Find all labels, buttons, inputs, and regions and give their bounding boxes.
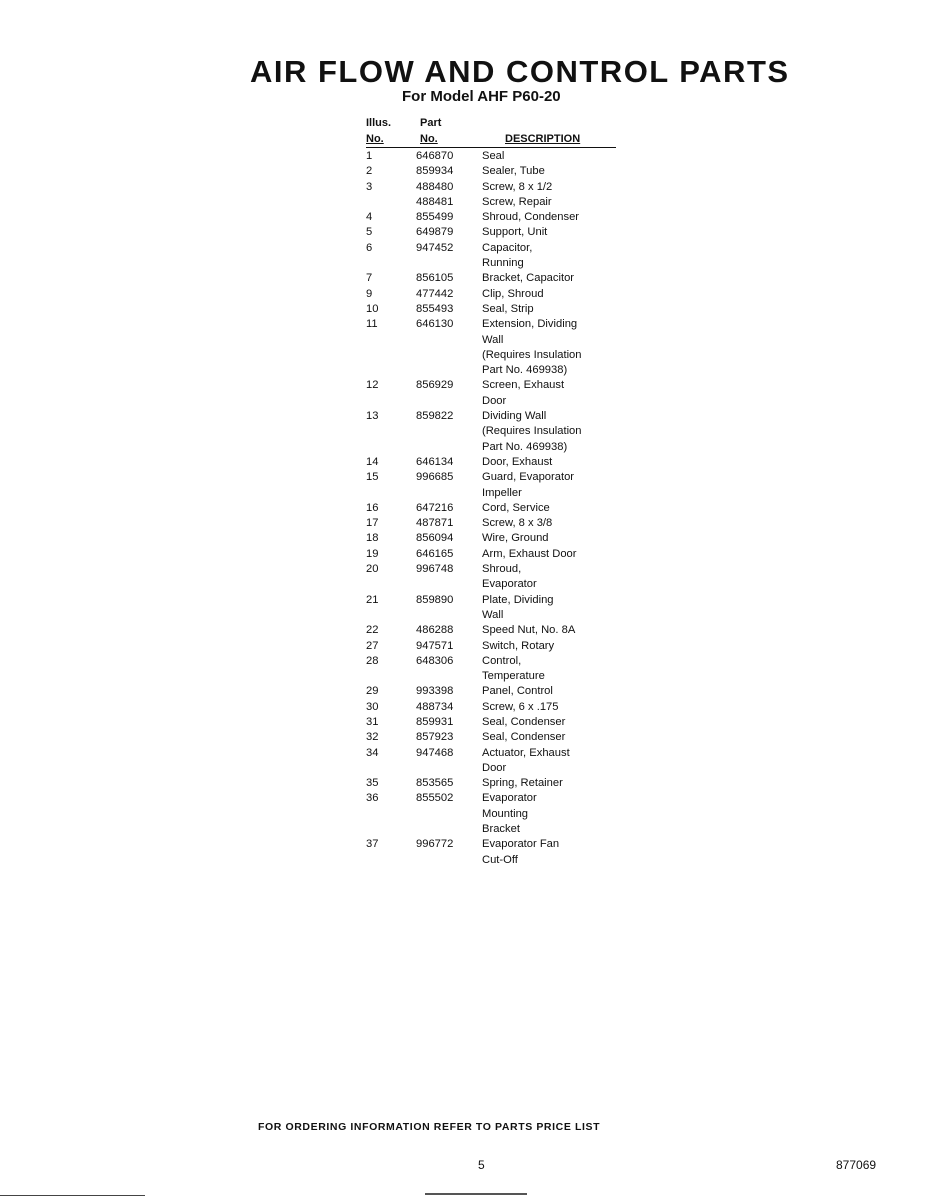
- part-description: [482, 409, 626, 455]
- part-number: 853565: [416, 777, 454, 790]
- description-line: Cord, Service: [482, 501, 550, 514]
- description-line: Bracket, Capacitor: [482, 272, 575, 285]
- part-description: [482, 837, 626, 868]
- part-description: [482, 470, 626, 501]
- part-row: [366, 547, 626, 562]
- part-description: [482, 164, 626, 179]
- part-description: [482, 180, 626, 195]
- description-line: Speed Nut, No. 8A: [482, 624, 576, 637]
- illus-number: 15: [366, 471, 379, 484]
- part-row: [366, 164, 626, 179]
- part-description: [482, 149, 626, 164]
- header-part-line1: Part: [420, 117, 442, 129]
- part-description: [482, 730, 626, 745]
- description-line: Part No. 469938): [482, 440, 568, 453]
- part-number: 648306: [416, 654, 454, 667]
- part-number: 646134: [416, 455, 454, 468]
- description-line: Mounting: [482, 807, 529, 820]
- part-number: 855499: [416, 211, 454, 224]
- part-description: [482, 287, 626, 302]
- part-number: 947571: [416, 639, 454, 652]
- description-line: Wall: [482, 608, 504, 621]
- part-row: [366, 501, 626, 516]
- description-line: Cut-Off: [482, 853, 518, 866]
- illus-number: 30: [366, 700, 379, 713]
- part-number: 857923: [416, 731, 454, 744]
- illus-number: 19: [366, 547, 379, 560]
- header-divider: [366, 147, 616, 148]
- part-row: [366, 623, 626, 638]
- part-description: [482, 195, 626, 210]
- part-row: [366, 837, 626, 868]
- part-description: [482, 378, 626, 409]
- part-row: [366, 149, 626, 164]
- part-description: [482, 455, 626, 470]
- header-illus-line1: Illus.: [366, 117, 392, 129]
- description-line: Shroud,: [482, 563, 522, 576]
- description-line: Wire, Ground: [482, 532, 549, 545]
- part-row: [366, 730, 626, 745]
- part-number: 859822: [416, 410, 454, 423]
- description-line: Bracket: [482, 823, 520, 836]
- illus-number: [366, 195, 416, 210]
- part-description: [482, 684, 626, 699]
- page-title: AIR FLOW AND CONTROL PARTS: [250, 54, 790, 89]
- illus-number: 12: [366, 379, 379, 392]
- part-number: 647216: [416, 501, 454, 514]
- header-part-line2: No.: [420, 133, 438, 145]
- part-number: 856105: [416, 272, 454, 285]
- illus-number: 11: [366, 318, 378, 331]
- part-row: [366, 654, 626, 685]
- illus-number: 27: [366, 639, 379, 652]
- description-line: Screw, Repair: [482, 195, 552, 208]
- part-row: [366, 287, 626, 302]
- description-line: Part No. 469938): [482, 364, 568, 377]
- part-number: 487871: [416, 517, 454, 530]
- part-number: 859934: [416, 165, 454, 178]
- part-number: 477442: [416, 287, 454, 300]
- part-description: [482, 593, 626, 624]
- description-line: Door, Exhaust: [482, 455, 553, 468]
- part-description: [482, 654, 626, 685]
- scan-edge-mark: [425, 1193, 527, 1195]
- part-description: [482, 715, 626, 730]
- illus-number: 4: [366, 211, 373, 224]
- part-row: [366, 241, 626, 272]
- part-row: [366, 302, 626, 317]
- illus-number: 9: [366, 287, 373, 300]
- description-line: Seal, Condenser: [482, 731, 566, 744]
- part-description: [482, 746, 626, 777]
- part-row: [366, 455, 626, 470]
- illus-number: 29: [366, 685, 379, 698]
- description-line: Evaporator: [482, 792, 537, 805]
- part-description: [482, 623, 626, 638]
- part-row: [366, 700, 626, 715]
- illus-number: 6: [366, 241, 373, 254]
- part-description: [482, 531, 626, 546]
- description-line: Screw, 6 x .175: [482, 700, 559, 713]
- illus-number: 13: [366, 410, 379, 423]
- part-number: 996748: [416, 563, 454, 576]
- part-number: 646870: [416, 150, 454, 162]
- illus-number: 21: [366, 593, 379, 606]
- description-line: Impeller: [482, 486, 522, 499]
- part-number: 488480: [416, 180, 454, 193]
- description-line: Clip, Shroud: [482, 287, 544, 300]
- header-illus-no: [366, 115, 391, 147]
- illus-number: 10: [366, 302, 379, 315]
- part-number: 488734: [416, 700, 454, 713]
- description-line: Extension, Dividing: [482, 318, 578, 331]
- description-line: Guard, Evaporator: [482, 471, 575, 484]
- description-line: Spring, Retainer: [482, 777, 563, 790]
- description-line: Capacitor,: [482, 241, 533, 254]
- part-description: [482, 791, 626, 837]
- part-number: 856929: [416, 379, 454, 392]
- part-number: 947468: [416, 746, 454, 759]
- part-description: [482, 225, 626, 240]
- part-description: [482, 241, 626, 272]
- illus-number: 2: [366, 165, 373, 178]
- illus-number: 1: [366, 150, 373, 162]
- part-row: [366, 470, 626, 501]
- part-row: [366, 593, 626, 624]
- part-description: [482, 210, 626, 225]
- part-row: [366, 684, 626, 699]
- description-line: Actuator, Exhaust: [482, 746, 570, 759]
- description-line: Dividing Wall: [482, 410, 547, 423]
- illus-number: 22: [366, 624, 379, 637]
- description-line: Seal: [482, 150, 505, 162]
- part-description: [482, 547, 626, 562]
- part-description: [482, 639, 626, 654]
- part-number: 856094: [416, 532, 454, 545]
- ordering-note: FOR ORDERING INFORMATION REFER TO PARTS PRICE LIST: [258, 1121, 601, 1133]
- part-number: 855493: [416, 302, 454, 315]
- header-description: DESCRIPTION: [505, 133, 581, 145]
- description-line: Door: [482, 761, 507, 774]
- illus-number: 7: [366, 272, 373, 285]
- illus-number: 5: [366, 226, 373, 239]
- description-line: Support, Unit: [482, 226, 548, 239]
- part-row: [366, 180, 626, 195]
- part-number: 646130: [416, 318, 454, 331]
- part-description: [482, 562, 626, 593]
- illus-number: 3: [366, 180, 373, 193]
- part-description: [482, 302, 626, 317]
- description-line: Screen, Exhaust: [482, 379, 565, 392]
- part-number: 855502: [416, 792, 454, 805]
- part-row: [366, 639, 626, 654]
- part-description: [482, 776, 626, 791]
- description-line: Screw, 8 x 1/2: [482, 180, 553, 193]
- description-line: Door: [482, 394, 507, 407]
- scan-edge-line: [0, 1195, 145, 1196]
- part-row: [366, 225, 626, 240]
- description-line: Seal, Condenser: [482, 715, 566, 728]
- illus-number: 32: [366, 731, 379, 744]
- part-number: 996772: [416, 838, 454, 851]
- part-row: [366, 409, 626, 455]
- illus-number: 18: [366, 532, 379, 545]
- part-row: [366, 746, 626, 777]
- part-number: 996685: [416, 471, 454, 484]
- description-line: (Requires Insulation: [482, 348, 582, 361]
- part-number: 859931: [416, 715, 454, 728]
- description-line: Arm, Exhaust Door: [482, 547, 577, 560]
- illus-number: 20: [366, 563, 379, 576]
- illus-number: 17: [366, 517, 379, 530]
- part-row: [366, 531, 626, 546]
- description-line: Shroud, Condenser: [482, 211, 580, 224]
- part-row: [366, 195, 626, 210]
- description-line: Control,: [482, 654, 522, 667]
- illus-number: 14: [366, 455, 379, 468]
- description-line: Screw, 8 x 3/8: [482, 517, 553, 530]
- part-number: 488481: [416, 195, 454, 208]
- model-subtitle: For Model AHF P60-20: [402, 88, 561, 105]
- parts-table: [366, 149, 626, 868]
- illus-number: 36: [366, 792, 379, 805]
- part-row: [366, 776, 626, 791]
- description-line: Temperature: [482, 670, 545, 683]
- part-number: 486288: [416, 624, 454, 637]
- part-row: [366, 715, 626, 730]
- illus-number: 35: [366, 777, 379, 790]
- part-row: [366, 791, 626, 837]
- part-number: 859890: [416, 593, 454, 606]
- part-description: [482, 516, 626, 531]
- header-illus-line2: No.: [366, 133, 384, 145]
- part-row: [366, 516, 626, 531]
- part-row: [366, 271, 626, 286]
- illus-number: 34: [366, 746, 379, 759]
- description-line: Seal, Strip: [482, 302, 534, 315]
- illus-number: 16: [366, 501, 379, 514]
- part-description: [482, 501, 626, 516]
- part-description: [482, 317, 626, 378]
- part-row: [366, 562, 626, 593]
- part-description: [482, 271, 626, 286]
- illus-number: 31: [366, 715, 379, 728]
- document-number: 877069: [836, 1158, 877, 1172]
- description-line: Running: [482, 257, 524, 270]
- part-number: 947452: [416, 241, 454, 254]
- illus-number: 28: [366, 654, 379, 667]
- description-line: Panel, Control: [482, 685, 553, 698]
- header-part-no: [420, 115, 441, 147]
- description-line: Evaporator: [482, 578, 537, 591]
- part-number: 993398: [416, 685, 454, 698]
- part-description: [482, 700, 626, 715]
- part-row: [366, 317, 626, 378]
- page-number: 5: [478, 1158, 485, 1172]
- description-line: Evaporator Fan: [482, 838, 560, 851]
- description-line: Switch, Rotary: [482, 639, 555, 652]
- description-line: Wall: [482, 333, 504, 346]
- part-row: [366, 210, 626, 225]
- part-row: [366, 378, 626, 409]
- description-line: Sealer, Tube: [482, 165, 545, 178]
- illus-number: 37: [366, 838, 379, 851]
- part-number: 646165: [416, 547, 454, 560]
- part-number: 649879: [416, 226, 454, 239]
- description-line: (Requires Insulation: [482, 425, 582, 438]
- description-line: Plate, Dividing: [482, 593, 554, 606]
